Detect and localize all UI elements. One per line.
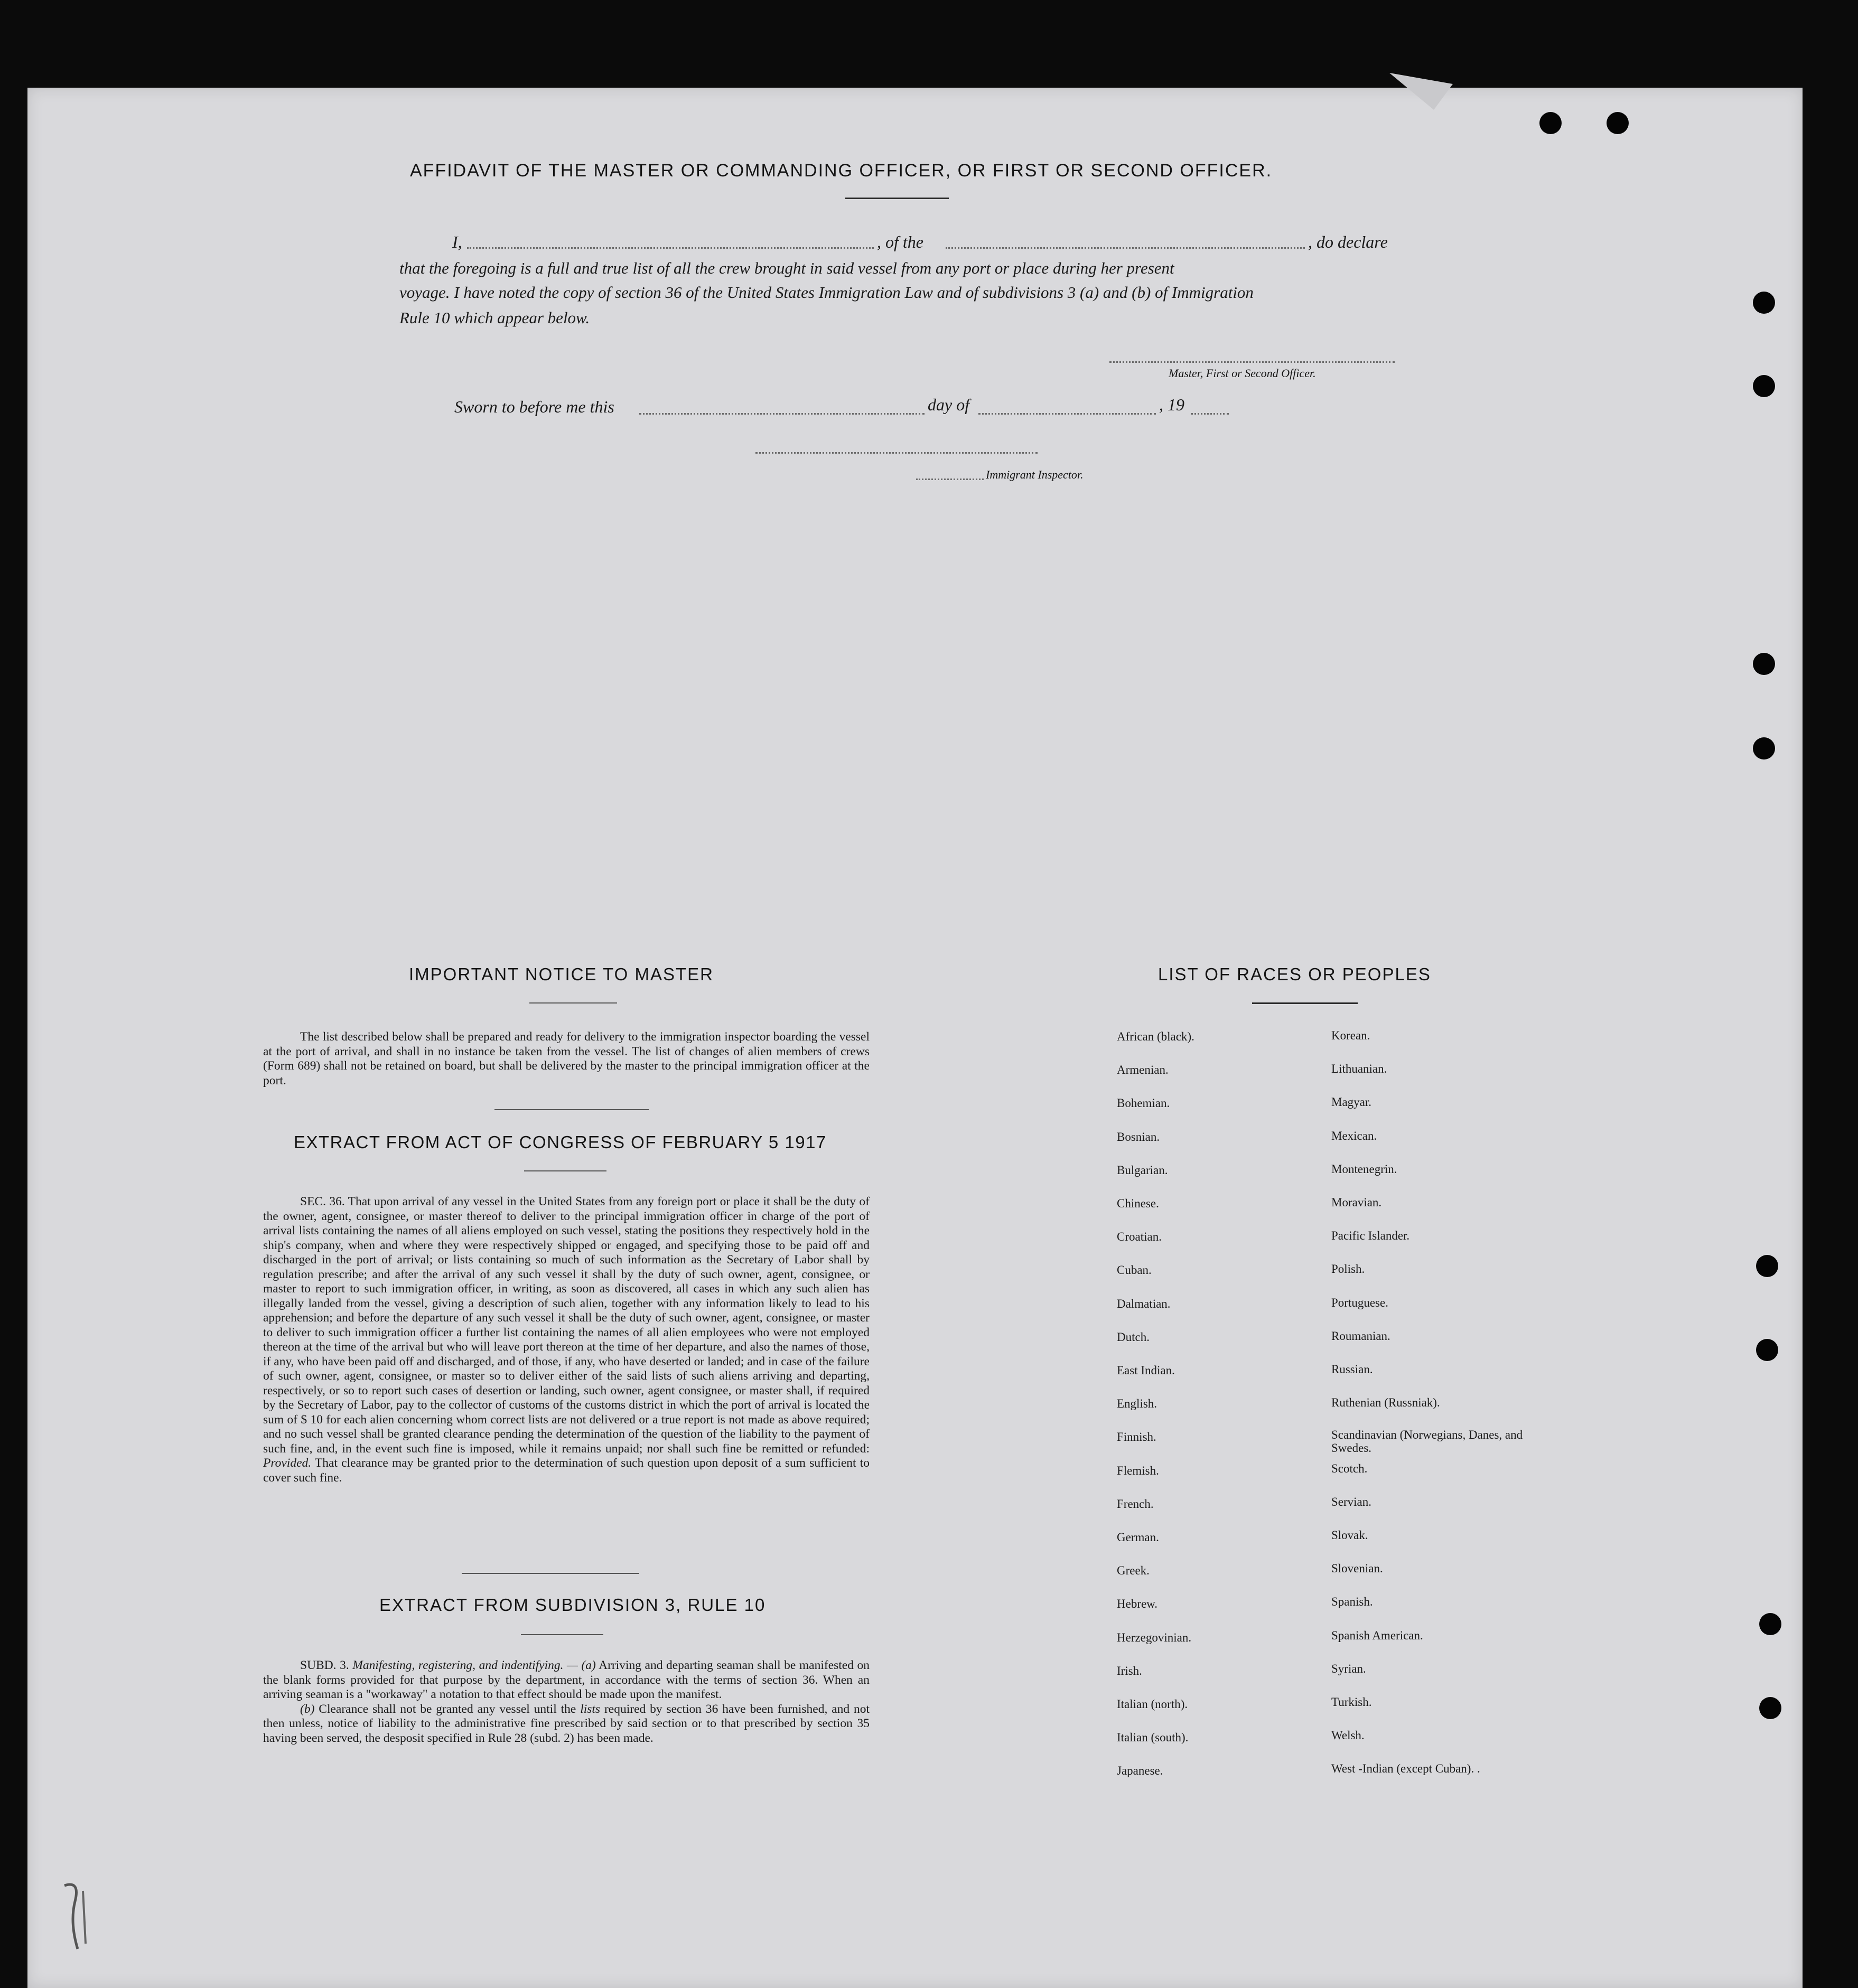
sworn-day-field[interactable] (639, 413, 925, 415)
race-item: Spanish American. (1331, 1629, 1423, 1642)
act-provided: Provided. (263, 1456, 312, 1470)
vessel-name-field[interactable] (946, 247, 1305, 249)
binder-hole (1756, 1255, 1778, 1277)
rule-part-b-2: required by section 36 have been furnished, and not then unless, notice of liability to the administrative fine prescribed by said section or to that prescribed by section 35 having been served, the desposit specified in Rule 28 (subd. 2) has been made. (263, 1702, 870, 1745)
rule-part-b-label: (b) (300, 1702, 315, 1716)
binder-hole (1539, 112, 1562, 134)
race-item: Croatian. (1117, 1230, 1162, 1243)
race-item: East Indian. (1117, 1364, 1175, 1377)
race-item: Lithuanian. (1331, 1062, 1387, 1075)
race-item: Bohemian. (1117, 1096, 1170, 1110)
race-item: Bosnian. (1117, 1130, 1160, 1143)
race-item: Korean. (1331, 1029, 1370, 1042)
notice-title-rule (529, 1002, 617, 1004)
act-divider (462, 1573, 639, 1574)
race-item: Italian (south). (1117, 1731, 1189, 1744)
race-item: Roumanian. (1331, 1329, 1390, 1343)
notice-title: IMPORTANT NOTICE TO MASTER (409, 964, 714, 984)
race-item: Greek. (1117, 1564, 1150, 1577)
race-item: Italian (north). (1117, 1698, 1188, 1711)
race-item: Slovenian. (1331, 1562, 1383, 1575)
race-item: Japanese. (1117, 1764, 1163, 1777)
race-item: Turkish. (1331, 1695, 1372, 1709)
race-item: Bulgarian. (1117, 1164, 1168, 1177)
race-item: English. (1117, 1397, 1157, 1410)
race-item: Herzegovinian. (1117, 1631, 1192, 1644)
race-item: Cuban. (1117, 1263, 1152, 1277)
rule-part-a: Arriving and departing seaman shall be manifested on the blank forms provided for that purpose by the department, in accordance with the terms of section 36. When an arriving seaman is a "workaway" a notation to that effect should be made upon the manifest. (263, 1658, 870, 1701)
act-title-rule (524, 1170, 606, 1171)
race-item: Pacific Islander. (1331, 1229, 1410, 1242)
binder-hole (1753, 653, 1775, 675)
affidavit-of-the: , of the (877, 232, 923, 251)
affidavit-line-3: voyage. I have noted the copy of section 36 of the United States Immigration Law and of subdivisions 3 (a) and (b) of Immigration (399, 283, 1254, 302)
race-item: African (black). (1117, 1030, 1194, 1043)
act-body-text: SEC. 36. That upon arrival of any vessel in the United States from any foreign port or place it shall be the duty of the owner, agent, consignee, or master thereof to deliver to the principal immigration officer in charge of the port of arrival lists containing the names of all aliens employed on such vessel, stating the positions they respectively hold in the ship's company, when and where they were respectively shipped or engaged, and specifying those to be paid off and discharged in the port of arrival; or lists containing so much of such information as the Secretary of Labor shall by regulation prescribe; and after the arrival of any such vessel it shall by the duty of such owner, agent, consignee, or master to report to such immigration officer, in writing, as soon as discovered, all cases in which any such alien has illegally landed from the vessel, giving a description of such alien, together with any information likely to lead to his apprehension; and before the departure of any such vessel it shall be the duty of such owner, agent, consignee, or master to deliver to such immigration officer a further list containing the names of all alien employees who were not employed thereon at the time of the arrival but who will leave port thereon at the time of her departure, and also the names of those, if any, who have been paid off and discharged, and of those, if any, who have deserted or landed; and in case of the failure of such owner, agent, consignee, or master so to deliver either of the said lists of such aliens arriving and departing, respectively, or so to report such cases of desertion or landing, such owner, agent consignee, or master shall, if required by the Secretary of Labor, pay to the collector of customs of the customs district in which the port of arrival is located the sum of $ 10 for each alien concerning whom correct lists are not delivered or a true report is not made as above required; and no such vessel shall be granted clearance pending the determination of the question of the liability to the payment of such fine, and, in the event such fine is imposed, while it remains unpaid; nor shall such fine be remitted or refunded: (263, 1195, 870, 1456)
rule-title: EXTRACT FROM SUBDIVISION 3, RULE 10 (379, 1595, 766, 1615)
race-item: West -Indian (except Cuban). . (1331, 1762, 1480, 1775)
act-body (263, 1195, 870, 1485)
sworn-month-field[interactable] (978, 413, 1156, 415)
sworn-year-prefix: , 19 (1159, 395, 1184, 414)
race-item: Finnish. (1117, 1430, 1156, 1443)
race-item: Russian. (1331, 1363, 1373, 1376)
binder-hole (1753, 292, 1775, 314)
pencil-mark (59, 1870, 96, 1954)
binder-hole (1756, 1339, 1778, 1361)
race-item: Polish. (1331, 1262, 1365, 1276)
race-item: Ruthenian (Russniak). (1331, 1396, 1440, 1409)
race-item: Portuguese. (1331, 1296, 1388, 1309)
race-item: Dutch. (1117, 1330, 1150, 1344)
inspector-caption: Immigrant Inspector. (986, 468, 1084, 481)
binder-hole (1753, 737, 1775, 759)
race-item: German. (1117, 1531, 1159, 1544)
race-item: Scotch. (1331, 1462, 1368, 1475)
race-item: Welsh. (1331, 1729, 1365, 1742)
race-item: Servian. (1331, 1495, 1372, 1508)
affidavit-line-2: that the foregoing is a full and true list of all the crew brought in said vessel from any port or place during her present (399, 259, 1174, 277)
rule-title-rule (521, 1634, 603, 1635)
race-item: Mexican. (1331, 1129, 1377, 1142)
affidavit-title-rule (845, 198, 949, 199)
race-item: Irish. (1117, 1664, 1142, 1677)
affidavit-line-4: Rule 10 which appear below. (399, 308, 590, 327)
binder-hole (1607, 112, 1629, 134)
affidavit-i: I, (452, 232, 462, 251)
race-item: Spanish. (1331, 1595, 1373, 1608)
race-item: Slovak. (1331, 1528, 1368, 1542)
binder-hole (1759, 1613, 1781, 1635)
race-item: Chinese. (1117, 1197, 1159, 1210)
race-item: Moravian. (1331, 1196, 1382, 1209)
race-item: Armenian. (1117, 1063, 1169, 1076)
rule-subd-label: SUBD. 3. (300, 1658, 349, 1672)
officer-name-field[interactable] (467, 247, 874, 249)
races-title: LIST OF RACES OR PEOPLES (1158, 964, 1431, 984)
rule-subd-heading: Manifesting, registering, and indentifying. (352, 1658, 564, 1672)
race-item: Scandinavian (Norwegians, Danes, and Swedes. (1331, 1428, 1523, 1455)
affidavit-title: AFFIDAVIT OF THE MASTER OR COMMANDING OFFICER, OR FIRST OR SECOND OFFICER. (410, 161, 1273, 181)
inspector-name-field[interactable] (916, 479, 984, 480)
affidavit-do-declare: , do declare (1308, 232, 1388, 251)
race-item: French. (1117, 1497, 1154, 1511)
race-item: Syrian. (1331, 1662, 1366, 1675)
rule-part-b-1: Clearance shall not be granted any vessel until the (319, 1702, 576, 1716)
race-item: Montenegrin. (1331, 1162, 1397, 1176)
race-item: Dalmatian. (1117, 1297, 1171, 1310)
sworn-text: Sworn to before me this (454, 397, 614, 416)
inspector-signature-field[interactable] (755, 452, 1038, 454)
race-item: Magyar. (1331, 1095, 1372, 1109)
rule-part-a-label: — (a) (567, 1658, 596, 1672)
sworn-year-field[interactable] (1191, 413, 1229, 415)
notice-body: The list described below shall be prepared and ready for delivery to the immigration inspector boarding the vessel at the port of arrival, and shall in no instance be taken from the vessel. The list of changes of alien members of crews (Form 689) shall not be retained on board, but shall be delivered by the master to the principal immigration officer at the port. (263, 1030, 870, 1087)
races-title-rule (1252, 1002, 1358, 1004)
race-item: Hebrew. (1117, 1597, 1158, 1610)
rule-part-b-lists: lists (580, 1702, 601, 1716)
binder-hole (1759, 1697, 1781, 1719)
race-item: Flemish. (1117, 1464, 1159, 1477)
notice-divider (494, 1109, 649, 1110)
rule-body (263, 1658, 870, 1746)
officer-signature-field[interactable] (1109, 361, 1395, 363)
binder-hole (1753, 375, 1775, 397)
act-body-end: That clearance may be granted prior to the determination of such question upon deposit of a sum sufficient to cover such fine. (263, 1456, 870, 1485)
officer-signature-caption: Master, First or Second Officer. (1169, 367, 1316, 380)
act-title: EXTRACT FROM ACT OF CONGRESS OF FEBRUARY 5 1917 (294, 1132, 827, 1152)
sworn-day-of: day of (928, 395, 970, 414)
